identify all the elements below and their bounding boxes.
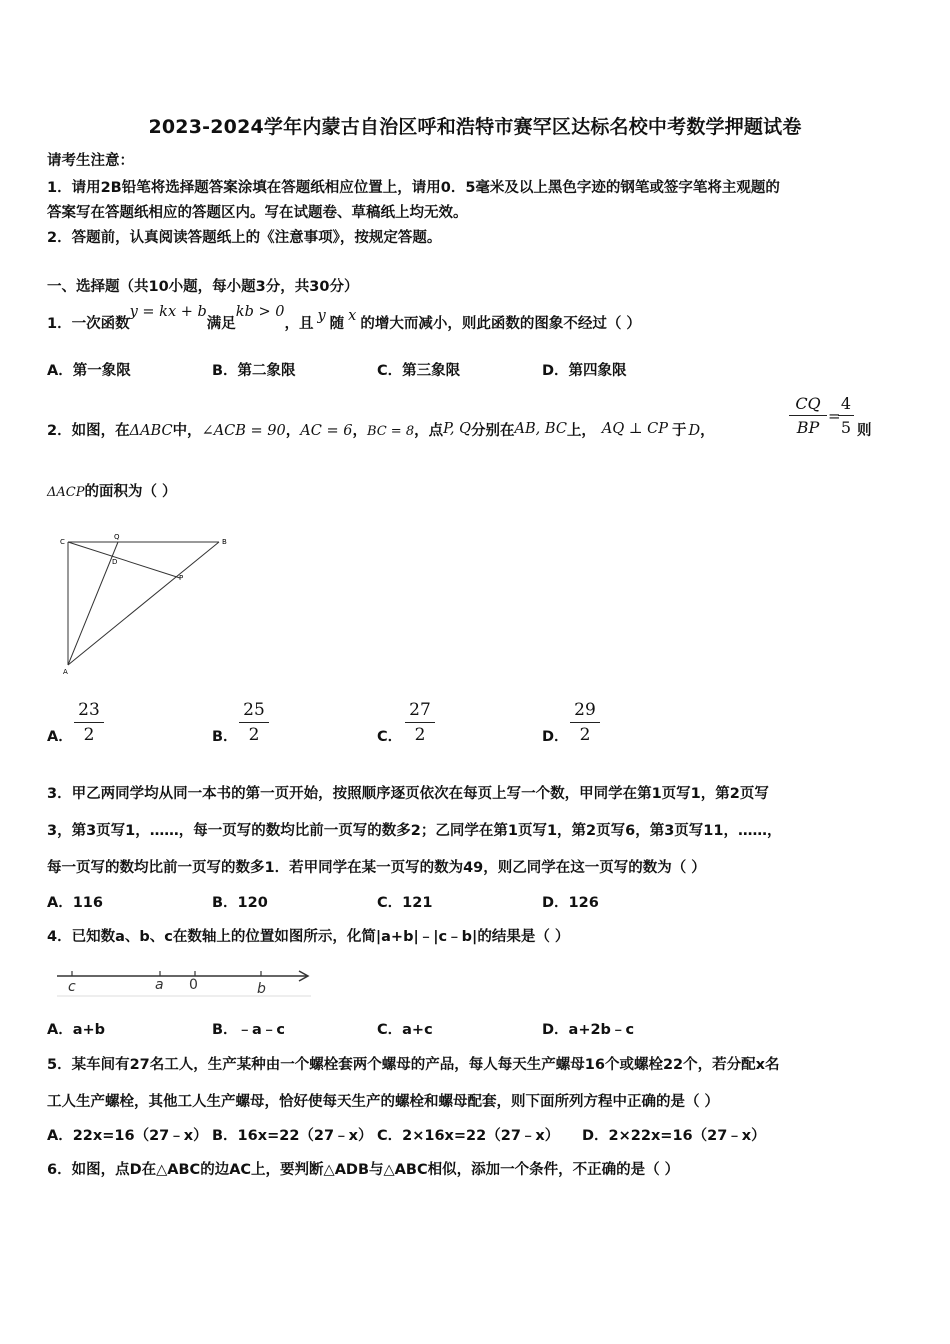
label-d: D (112, 558, 118, 566)
q2-option-b-num: 25 (243, 700, 265, 720)
question-3-line2: 3，第3页写1，……，每一页写的数均比前一页写的数多2；乙同学在第1页写1，第2页写6，第3页写11，……， (47, 823, 782, 839)
q1-cond: kb > 0 (235, 304, 285, 320)
question-1 (47, 304, 641, 334)
q2-t5: 于 (672, 423, 687, 439)
q2-option-a-frac[interactable] (74, 700, 104, 745)
q2-abbc: AB, BC (514, 421, 567, 437)
q2-line2-text: 的面积为（ ） (84, 484, 177, 500)
q2-option-b-den: 2 (248, 725, 260, 745)
q1-x: x (348, 308, 357, 324)
notice-item-1b: 答案写在答题纸相应的答题区内。写在试题卷、草稿纸上均无效。 (47, 205, 468, 221)
q2-value (838, 394, 854, 437)
question-5-line2: 工人生产螺栓，其他工人生产螺母，恰好使每天生产的螺栓和螺母配套，则下面所列方程中正确的是（ ） (47, 1094, 720, 1110)
q2-value-num: 4 (840, 394, 852, 413)
q2-option-d-bar (570, 722, 600, 723)
page-title: 2023-2024学年内蒙古自治区呼和浩特市赛罕区达标名校中考数学押题试卷 (148, 116, 802, 138)
question-6: 6．如图，点D在△ABC的边AC上，要判断△ADB与△ABC相似，添加一个条件，不正确的是（ ） (47, 1162, 680, 1178)
q2-option-d-label[interactable]: D． (542, 729, 569, 745)
q2-option-a-den: 2 (83, 725, 95, 745)
q2-option-b-label[interactable]: B． (212, 729, 238, 745)
q2-bc: BC = 8 (366, 424, 415, 439)
q4-option-b[interactable]: B．﹣a﹣c (212, 1022, 285, 1038)
q1-t3: 随 (329, 316, 345, 332)
axis-label-c: c (68, 979, 76, 995)
q2-option-a-label[interactable]: A． (47, 729, 73, 745)
question-2-line2 (47, 482, 177, 503)
q2-equals: = (828, 407, 841, 425)
q2-t4: 上， (566, 423, 596, 439)
q2-option-b-frac[interactable] (239, 700, 269, 745)
segment-cp (68, 542, 180, 578)
q2-t2: ，点 (414, 423, 444, 439)
q5-option-b[interactable]: B．16x=22（27﹣x） (212, 1128, 373, 1144)
q2-t3: 分别在 (471, 423, 515, 439)
label-p: P (179, 574, 184, 582)
q2-figure (58, 533, 228, 675)
q2-option-a-num: 23 (78, 700, 100, 720)
label-c: C (60, 538, 65, 546)
q2-prefix: 2．如图，在 (47, 423, 130, 439)
q4-option-c[interactable]: C．a+c (377, 1022, 433, 1038)
q2-value-den: 5 (840, 418, 852, 437)
q5-option-c[interactable]: C．2×16x=22（27﹣x） (377, 1128, 560, 1144)
q1-option-c[interactable]: C．第三象限 (377, 363, 461, 379)
q2-t1: 中， (172, 423, 202, 439)
q1-t4: 的增大而减小，则此函数的图象不经过（ ） (360, 316, 641, 332)
q2-perp: AQ ⊥ CP (601, 421, 668, 437)
q2-ratio-bar (789, 415, 827, 416)
q1-t1: 满足 (206, 316, 236, 332)
q1-option-b[interactable]: B．第二象限 (212, 363, 296, 379)
q4-option-d[interactable]: D．a+2b﹣c (542, 1022, 635, 1038)
q2-option-c-den: 2 (414, 725, 426, 745)
q2-option-c-num: 27 (409, 700, 431, 720)
q2-pq: P, Q (443, 421, 472, 437)
label-a: A (63, 668, 68, 675)
q2-ratio (789, 394, 827, 437)
q2-triangle: ΔABC (129, 423, 173, 439)
label-q: Q (114, 533, 120, 541)
q2-option-d-den: 2 (579, 725, 591, 745)
q3-option-d[interactable]: D．126 (542, 895, 599, 911)
q1-y: y (317, 308, 326, 324)
question-2 (47, 421, 715, 442)
q5-option-d[interactable]: D．2×22x=16（27﹣x） (582, 1128, 766, 1144)
q3-option-b[interactable]: B．120 (212, 895, 268, 911)
q2-ratio-den: BP (796, 418, 820, 437)
q2-option-c-frac[interactable] (405, 700, 435, 745)
q3-option-a[interactable]: A．116 (47, 895, 103, 911)
axis-label-a: a (155, 977, 164, 993)
q2-angle: ∠ACB = 90 (201, 423, 286, 439)
q2-t7: 则 (857, 423, 872, 439)
section-heading: 一、选择题（共10小题，每小题3分，共30分） (47, 279, 359, 295)
q2-t6: ， (700, 423, 715, 439)
notice-item-2: 2．答题前，认真阅读答题纸上的《注意事项》，按规定答题。 (47, 230, 442, 246)
q2-option-c-label[interactable]: C． (377, 729, 403, 745)
q2-ac: AC = 6 (300, 423, 353, 439)
q3-option-c[interactable]: C．121 (377, 895, 433, 911)
notice-item-1a: 1．请用2B铅笔将选择题答案涂填在答题纸相应位置上，请用0．5毫米及以上黑色字迹的钢笔或签字笔将主观题的 (47, 180, 780, 196)
segment-aq (68, 542, 118, 665)
q2-value-bar (838, 415, 854, 416)
question-3-line3: 每一页写的数均比前一页写的数多1．若甲同学在某一页写的数为49，则乙同学在这一页写的数为（ ） (47, 860, 706, 876)
q2-option-a-bar (74, 722, 104, 723)
notice-heading: 请考生注意： (47, 153, 134, 169)
q2-option-d-frac[interactable] (570, 700, 600, 745)
segment-ab (68, 542, 219, 665)
q1-option-d[interactable]: D．第四象限 (542, 363, 627, 379)
q2-ratio-num: CQ (795, 394, 821, 413)
q5-option-a[interactable]: A．22x=16（27﹣x） (47, 1128, 208, 1144)
q1-prefix: 1．一次函数 (47, 316, 130, 332)
q4-number-line (55, 965, 315, 999)
q2-c2: ， (352, 423, 367, 439)
question-5-line1: 5．某车间有27名工人，生产某种由一个螺栓套两个螺母的产品，每人每天生产螺母16个或螺栓22个，若分配x名 (47, 1057, 780, 1073)
axis-label-zero: 0 (189, 977, 198, 993)
q2-option-d-num: 29 (574, 700, 596, 720)
q2-acp: ΔACP (47, 485, 85, 500)
q2-c1: ， (285, 423, 301, 439)
q4-option-a[interactable]: A．a+b (47, 1022, 106, 1038)
question-3-line1: 3．甲乙两同学均从同一本书的第一页开始，按照顺序逐页依次在每页上写一个数，甲同学在第1页写1，第2页写 (47, 786, 769, 802)
q2-d: D (688, 423, 701, 439)
question-4: 4．已知数a、b、c在数轴上的位置如图所示，化简|a+b|﹣|c﹣b|的结果是（ ） (47, 929, 570, 945)
q1-option-a[interactable]: A．第一象限 (47, 363, 131, 379)
q2-option-b-bar (239, 722, 269, 723)
axis-label-b: b (257, 981, 266, 997)
q1-func: y = kx + b (129, 304, 207, 320)
q1-t2: ，且 (284, 316, 314, 332)
label-b: B (222, 538, 227, 546)
q2-option-c-bar (405, 722, 435, 723)
